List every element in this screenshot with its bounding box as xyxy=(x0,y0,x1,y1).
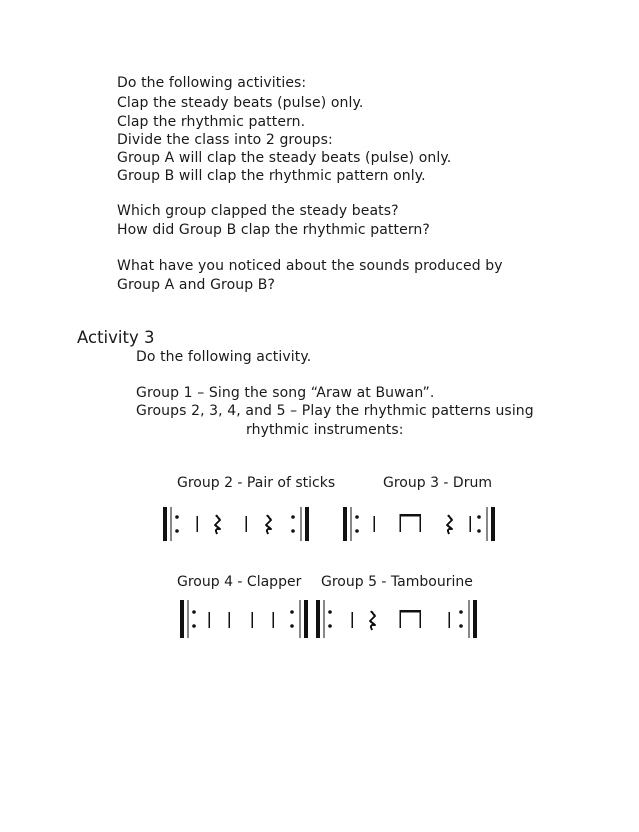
repeat-end-thick-bar xyxy=(305,507,309,541)
activity3-instruction: Do the following activity. xyxy=(136,349,312,365)
repeat-dot xyxy=(192,624,196,628)
intro-line: Clap the steady beats (pulse) only. xyxy=(117,95,364,111)
intro-line: Clap the rhythmic pattern. xyxy=(117,114,306,130)
activity3-groups-line: Groups 2, 3, 4, and 5 – Play the rhythmic patterns using xyxy=(136,403,534,419)
repeat-dot xyxy=(355,515,359,519)
repeat-dot xyxy=(355,529,359,533)
repeat-dot xyxy=(459,610,463,614)
group2-label: Group 2 - Pair of sticks xyxy=(177,475,336,491)
repeat-dot xyxy=(477,515,481,519)
question-line: Group A and Group B? xyxy=(117,277,275,293)
intro-line: Group B will clap the rhythmic pattern only. xyxy=(117,168,426,184)
repeat-dot xyxy=(291,529,295,533)
repeat-start-thick-bar xyxy=(163,507,167,541)
repeat-start-thick-bar xyxy=(180,600,184,638)
intro-line: Divide the class into 2 groups: xyxy=(117,132,333,148)
repeat-end-thick-bar xyxy=(304,600,308,638)
quarter-rest xyxy=(266,515,271,534)
quarter-rest xyxy=(447,515,452,534)
eighth-note-beam xyxy=(400,514,422,517)
repeat-dot xyxy=(328,610,332,614)
question-line: How did Group B clap the rhythmic pattern? xyxy=(117,222,430,238)
repeat-dot xyxy=(459,624,463,628)
group3-label: Group 3 - Drum xyxy=(383,475,492,491)
quarter-rest xyxy=(215,515,220,534)
repeat-dot xyxy=(290,610,294,614)
eighth-note-beam xyxy=(400,610,422,613)
group4-label: Group 4 - Clapper xyxy=(177,574,302,590)
repeat-dot xyxy=(175,529,179,533)
repeat-dot xyxy=(477,529,481,533)
repeat-dot xyxy=(290,624,294,628)
activity3-heading: Activity 3 xyxy=(77,328,155,347)
repeat-dot xyxy=(192,610,196,614)
question-line: Which group clapped the steady beats? xyxy=(117,203,399,219)
repeat-dot xyxy=(291,515,295,519)
group5-label: Group 5 - Tambourine xyxy=(321,574,473,590)
repeat-dot xyxy=(328,624,332,628)
activity3-group1: Group 1 – Sing the song “Araw at Buwan”. xyxy=(136,385,435,401)
question-line: What have you noticed about the sounds produced by xyxy=(117,258,503,274)
intro-line: Do the following activities: xyxy=(117,75,307,91)
repeat-start-thick-bar xyxy=(316,600,320,638)
intro-line: Group A will clap the steady beats (pulse) only. xyxy=(117,150,452,166)
repeat-start-thick-bar xyxy=(343,507,347,541)
repeat-end-thick-bar xyxy=(473,600,477,638)
repeat-dot xyxy=(175,515,179,519)
repeat-end-thick-bar xyxy=(491,507,495,541)
quarter-rest xyxy=(370,611,375,630)
activity3-groups-line: rhythmic instruments: xyxy=(246,422,404,438)
